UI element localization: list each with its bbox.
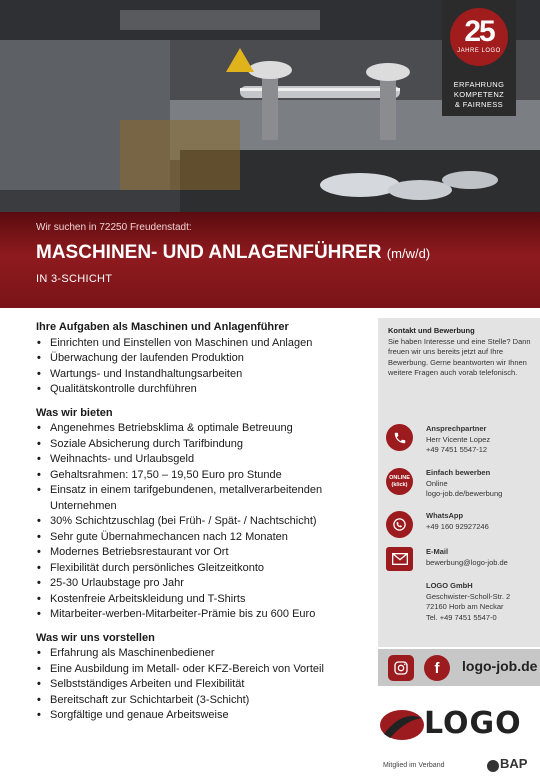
list-item: • Eine Ausbildung im Metall- oder KFZ-Bereich von Vorteil (36, 662, 368, 678)
list-item: • Qualitätskontrolle durchführen (36, 382, 368, 398)
list-item: • Überwachung der laufenden Produktion (36, 351, 368, 367)
list-item: • Bereitschaft zur Schichtarbeit (3-Schicht) (36, 693, 368, 709)
list-item: • Weihnachts- und Urlaubsgeld (36, 452, 368, 468)
list-item: • 25-30 Urlaubstage pro Jahr (36, 576, 368, 592)
location-pretitle: Wir suchen in 72250 Freudenstadt: (36, 222, 192, 233)
section-heading-offer: Was wir bieten (36, 406, 113, 419)
facebook-icon[interactable]: f (424, 655, 450, 681)
whatsapp-text (426, 511, 540, 532)
badge-words (442, 80, 516, 110)
bap-logo: BAP (500, 756, 528, 771)
bap-icon (487, 760, 499, 772)
company-address (426, 581, 536, 623)
social-bar (378, 649, 540, 686)
list-item: • Sorgfältige und genaue Arbeitsweise (36, 708, 368, 724)
website-link[interactable]: logo-job.de (462, 658, 538, 674)
member-text: Mitglied im Verband (383, 762, 445, 769)
online-icon (386, 468, 413, 495)
mail-icon (386, 547, 413, 571)
list-item: • Flexibilität durch persönliches Gleitzeitkonto (36, 561, 368, 577)
phone-text (426, 424, 540, 456)
section-heading-profile: Was wir uns vorstellen (36, 631, 155, 644)
contact-intro-title: Kontakt und Bewerbung (388, 326, 475, 335)
instagram-icon[interactable] (388, 655, 414, 681)
contact-sidebar (378, 318, 540, 647)
company-street: Geschwister-Scholl-Str. 2 (426, 591, 511, 601)
whatsapp-icon (386, 511, 413, 538)
list-item: • Selbstständiges Arbeiten und Flexibilität (36, 677, 368, 693)
phone-label: Ansprechpartner (426, 424, 487, 433)
hero-photo (0, 0, 540, 212)
job-title-suffix: (m/w/d) (386, 246, 431, 261)
online-label: Einfach bewerben (426, 468, 491, 477)
tasks-list (36, 336, 368, 398)
phone-icon (386, 424, 413, 451)
logo-mark-icon (378, 704, 424, 746)
contact-phone: +49 7451 5547-12 (426, 445, 488, 454)
contact-name: Herr Vicente Lopez (426, 434, 491, 444)
email-text (426, 547, 540, 568)
online-label-2: Online (426, 478, 448, 488)
list-item: • Einrichten und Einstellen von Maschinen und Anlagen (36, 336, 368, 352)
logo-wordmark: LOGO (424, 706, 522, 741)
contact-intro (388, 326, 534, 379)
title-banner (0, 212, 540, 308)
contact-intro-text: Sie haben Interesse und eine Stelle? Dann freuen wir uns bereits jetzt auf Ihre Bewerbung. Gerne beantworten wir Ihnen weitere Fragen auch vorab telefonisch. (388, 336, 531, 377)
online-icon-text: ONLINE (389, 474, 410, 481)
badge-word: & FAIRNESS (454, 100, 504, 109)
list-item: • Kostenfreie Arbeitskleidung und T-Shirts (36, 592, 368, 608)
badge-circle (450, 8, 508, 66)
list-item: • Erfahrung als Maschinenbediener (36, 646, 368, 662)
section-heading-tasks: Ihre Aufgaben als Maschinen und Anlagenführer (36, 321, 289, 333)
offer-list (36, 421, 368, 623)
list-item: • 30% Schichtzuschlag (bei Früh- / Spät- / Nachtschicht) (36, 514, 368, 530)
online-icon-sub: (klick) (391, 481, 408, 488)
company-name: LOGO GmbH (426, 581, 473, 590)
badge-word: ERFAHRUNG (453, 80, 505, 89)
list-item: • Wartungs- und Instandhaltungsarbeiten (36, 367, 368, 383)
list-item: • Angenehmes Betriebsklima & optimale Betreuung (36, 421, 368, 437)
badge-number: 25 (464, 15, 494, 48)
online-url: logo-job.de/bewerbung (426, 489, 503, 498)
list-item: • Soziale Absicherung durch Tarifbindung (36, 437, 368, 453)
list-item: • Sehr gute Übernahmechancen nach 12 Monaten (36, 530, 368, 546)
list-item: • Einsatz in einem tarifgebundenen, metallverarbeitenden Unternehmen (36, 483, 368, 514)
badge-subtitle: JAHRE LOGO (457, 48, 501, 54)
job-title (36, 242, 430, 264)
email-address: bewerbung@logo-job.de (426, 557, 508, 567)
list-item: • Mitarbeiter-werben-Mitarbeiter-Prämie bis zu 600 Euro (36, 607, 368, 623)
list-item: • Modernes Betriebsrestaurant vor Ort (36, 545, 368, 561)
badge-word: KOMPETENZ (453, 90, 505, 99)
anniversary-badge (442, 0, 516, 116)
company-phone: Tel. +49 7451 5547-0 (426, 612, 497, 622)
whatsapp-label: WhatsApp (426, 511, 464, 520)
online-text (426, 468, 540, 500)
list-item: • Gehaltsrahmen: 17,50 – 19,50 Euro pro Stunde (36, 468, 368, 484)
company-city: 72160 Horb am Neckar (426, 602, 504, 611)
job-description (36, 320, 368, 724)
whatsapp-number: +49 160 92927246 (426, 521, 489, 531)
job-subtitle: IN 3-SCHICHT (36, 273, 113, 285)
email-label: E-Mail (426, 547, 449, 556)
company-logo (378, 700, 540, 750)
job-title-text: MASCHINEN- UND ANLAGENFÜHRER (36, 242, 382, 263)
profile-list (36, 646, 368, 724)
